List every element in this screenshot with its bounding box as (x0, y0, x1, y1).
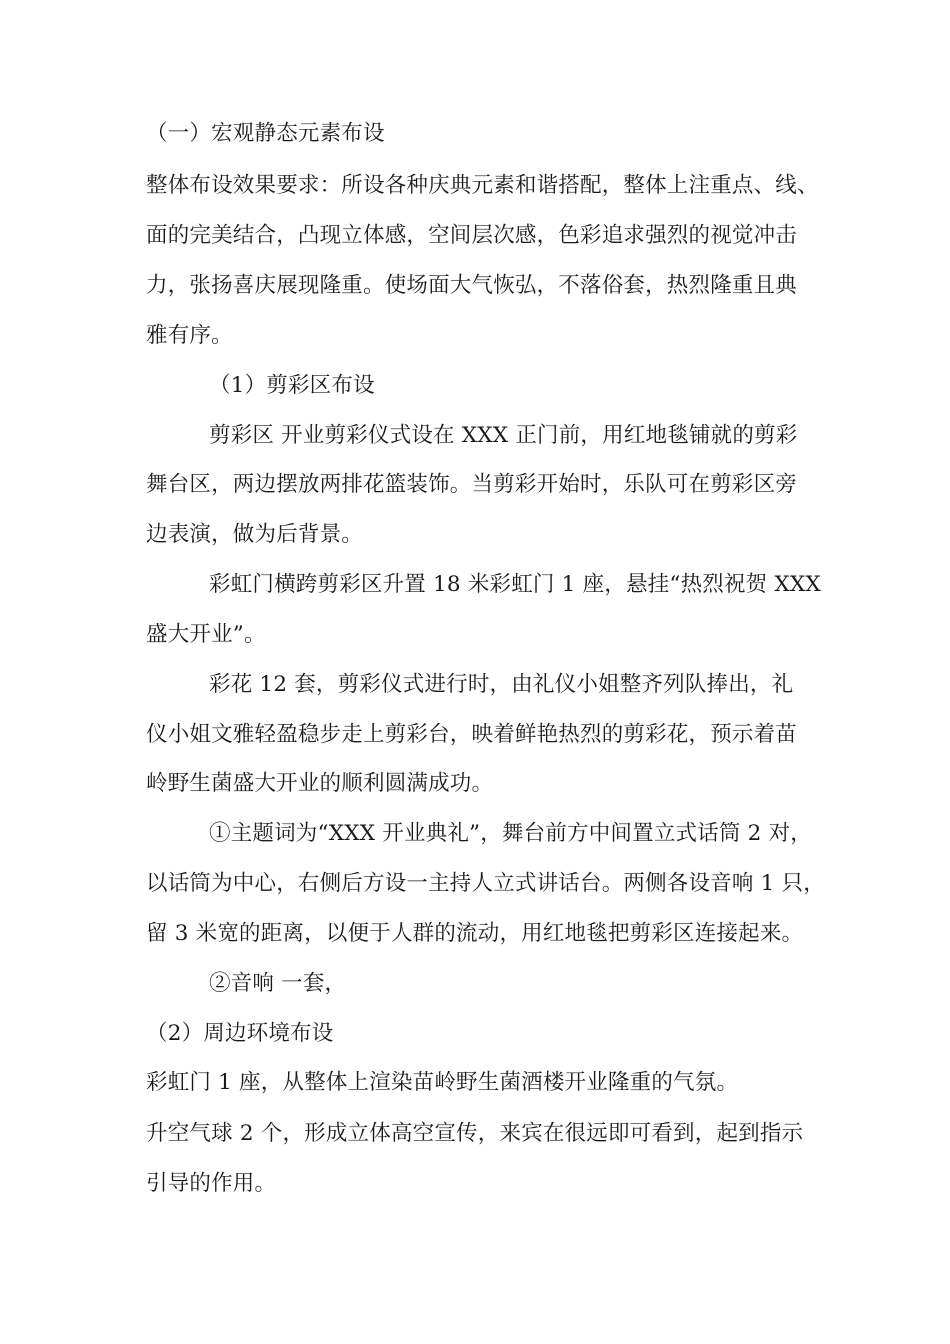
subsection-heading: （2）周边环境布设 (146, 1021, 334, 1046)
paragraph-line: 仪小姐文雅轻盈稳步走上剪彩台，映着鲜艳热烈的剪彩花，预示着苗 (146, 722, 798, 747)
paragraph-line: 彩花 12 套，剪彩仪式进行时，由礼仪小姐整齐列队捧出，礼 (209, 672, 794, 697)
paragraph-line: 力，张扬喜庆展现隆重。使场面大气恢弘，不落俗套，热烈隆重且典 (146, 273, 798, 298)
paragraph-line: 剪彩区 开业剪彩仪式设在 XXX 正门前，用红地毯铺就的剪彩 (209, 423, 798, 448)
paragraph-line: ②音响 一套， (209, 971, 347, 996)
paragraph-line: 岭野生菌盛大开业的顺利圆满成功。 (146, 771, 494, 796)
paragraph-line: 边表演，做为后背景。 (146, 522, 364, 547)
paragraph-line: 舞台区，两边摆放两排花篮装饰。当剪彩开始时，乐队可在剪彩区旁 (146, 472, 798, 497)
paragraph-line: 引导的作用。 (146, 1171, 277, 1196)
paragraph-line: 盛大开业”。 (146, 622, 266, 647)
paragraph-line: 彩虹门 1 座，从整体上渲染苗岭野生菌酒楼开业隆重的气氛。 (146, 1070, 739, 1095)
paragraph-line: 整体布设效果要求：所设各种庆典元素和谐搭配，整体上注重点、线、 (146, 173, 819, 198)
paragraph-line: 留 3 米宽的距离，以便于人群的流动，用红地毯把剪彩区连接起来。 (146, 921, 804, 946)
paragraph-line: 雅有序。 (146, 323, 233, 348)
paragraph-line: 升空气球 2 个，形成立体高空宣传，来宾在很远即可看到，起到指示 (146, 1121, 804, 1146)
paragraph-line: ①主题词为“XXX 开业典礼”，舞台前方中间置立式话筒 2 对， (209, 821, 812, 846)
paragraph-line: 以话筒为中心，右侧后方设一主持人立式讲话台。两侧各设音响 1 只， (146, 871, 825, 896)
paragraph-line: 彩虹门横跨剪彩区升置 18 米彩虹门 1 座，悬挂“热烈祝贺 XXX (209, 572, 821, 597)
paragraph-line: 面的完美结合，凸现立体感，空间层次感，色彩追求强烈的视觉冲击 (146, 223, 798, 248)
subsection-heading: （1）剪彩区布设 (209, 373, 375, 398)
section-heading: （一）宏观静态元素布设 (146, 121, 385, 146)
